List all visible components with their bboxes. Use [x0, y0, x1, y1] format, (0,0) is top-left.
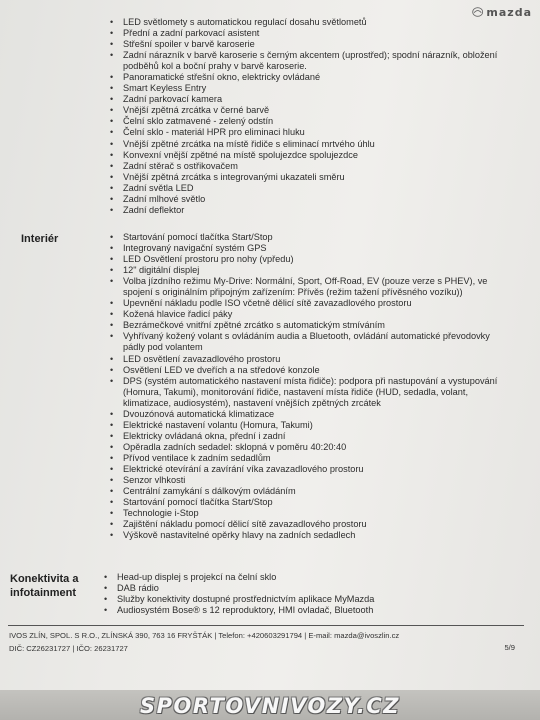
- exterior-list: [107, 17, 497, 216]
- logo-text: mazda: [486, 5, 532, 19]
- interior-item: spojení s originálním připojným zařízením: Přívěs (režim tažení přívěsného vozíku)): [123, 287, 463, 298]
- exterior-item: • Vnější zpětná zrcátka s integrovanými ukazateli směru: [107, 172, 497, 183]
- interior-item: pádly pod volantem: [123, 342, 203, 353]
- interior-list: [107, 232, 497, 541]
- interior-item: • Dvouzónová automatická klimatizace: [107, 409, 497, 420]
- interior-item: • Upevnění nákladu podle ISO včetně dělicí sítě zavazadlového prostoru: [107, 298, 497, 309]
- exterior-item: • Zadní stěrač s ostřikovačem: [107, 161, 497, 172]
- connectivity-label-line1: Konektivita a: [10, 573, 79, 585]
- interior-item: • Elektrické otevírání a zavírání víka zavazadlového prostoru: [107, 464, 497, 475]
- interior-item: • Kožená hlavice řadicí páky: [107, 309, 497, 320]
- connectivity-label-line2: infotainment: [10, 587, 76, 599]
- interior-item: • DPS (systém automatického nastavení místa řidiče): podpora při nastupování a vystupování: [107, 376, 497, 387]
- connectivity-item: • Audiosystém Bose® s 12 reproduktory, HMI ovladač, Bluetooth: [101, 605, 374, 616]
- exterior-item: • Čelní sklo - materiál HPR pro eliminaci hluku: [107, 127, 497, 138]
- interior-item: • Startování pomocí tlačítka Start/Stop: [107, 497, 497, 508]
- connectivity-item: • Služby konektivity dostupné prostřednictvím aplikace MyMazda: [101, 594, 374, 605]
- footer-tax-line: DIČ: CZ26231727 | IČO: 26231727: [9, 644, 128, 653]
- section-label-interior: Interiér: [21, 233, 59, 245]
- exterior-item: • Zadní nárazník v barvě karoserie s černým akcentem (uprostřed); spodní nárazník, obložení: [107, 50, 497, 61]
- interior-item: • Elektrické nastavení volantu (Homura, Takumi): [107, 420, 497, 431]
- footer-divider: [8, 625, 524, 626]
- interior-item: • Opěradla zadních sedadel: sklopná v poměru 40:20:40: [107, 442, 497, 453]
- interior-item: klimatizace, audiosystém), nastavení vnějších zpětných zrcátek: [123, 397, 381, 408]
- exterior-item: • Střešní spoiler v barvě karoserie: [107, 39, 497, 50]
- interior-item: • Výškově nastavitelné opěrky hlavy na zadních sedadlech: [107, 530, 497, 541]
- interior-item: • Elektricky ovládaná okna, přední i zadní: [107, 431, 497, 442]
- interior-item: • 12" digitální displej: [107, 265, 497, 276]
- interior-item: • Senzor vlhkosti: [107, 475, 497, 486]
- exterior-item: • Panoramatické střešní okno, elektricky ovládané: [107, 72, 497, 83]
- watermark-text: SPORTOVNIVOZY.CZ: [140, 694, 400, 718]
- interior-item: • Startování pomocí tlačítka Start/Stop: [107, 232, 497, 243]
- interior-item: • Osvětlení LED ve dveřích a na středové konzole: [107, 365, 497, 376]
- interior-item: • Vyhřívaný kožený volant s ovládáním audia a Bluetooth, ovládání automatické převodovky: [107, 331, 497, 342]
- exterior-item: • Přední a zadní parkovací asistent: [107, 28, 497, 39]
- exterior-item: podběhů kol a boční prahy v barvě karoserie.: [123, 61, 307, 72]
- connectivity-list: [101, 572, 374, 616]
- exterior-item: • Konvexní vnější zpětné na místě spolujezdce spolujezdce: [107, 150, 497, 161]
- exterior-item: • Čelní sklo zatmavené - zelený odstín: [107, 116, 497, 127]
- exterior-item: • Smart Keyless Entry: [107, 83, 497, 94]
- interior-item: • Centrální zamykání s dálkovým ovládáním: [107, 486, 497, 497]
- exterior-item: • LED světlomety s automatickou regulací dosahu světlometů: [107, 17, 497, 28]
- exterior-item: • Vnější zpětná zrcátka v černé barvě: [107, 105, 497, 116]
- connectivity-item: • Head-up displej s projekcí na čelní sklo: [101, 572, 374, 583]
- interior-item: • Technologie i-Stop: [107, 508, 497, 519]
- footer-company-line: IVOS ZLÍN, SPOL. S R.O., ZLÍNSKÁ 390, 763 16 FRYŠTÁK | Telefon: +420603291794 | E-mail: mazda@ivoszlin.cz: [9, 631, 400, 640]
- interior-item: • Zajištění nákladu pomocí dělicí sítě zavazadlového prostoru: [107, 519, 497, 530]
- exterior-item: • Zadní deflektor: [107, 205, 497, 216]
- section-label-connectivity: [10, 572, 78, 600]
- interior-item: • LED Osvětlení prostoru pro nohy (vpředu): [107, 254, 497, 265]
- interior-item: • Volba jízdního režimu My-Drive: Normální, Sport, Off-Road, EV (pouze verze s PHEV), ve: [107, 276, 497, 287]
- page-number: 5/9: [504, 643, 515, 652]
- exterior-item: • Zadní světla LED: [107, 183, 497, 194]
- exterior-item: • Vnější zpětné zrcátka na místě řidiče s eliminací mrtvého úhlu: [107, 139, 497, 150]
- connectivity-item: • DAB rádio: [101, 583, 374, 594]
- interior-item: • Bezrámečkové vnitřní zpětné zrcátko s automatickým stmíváním: [107, 320, 497, 331]
- watermark-bar: [0, 690, 540, 720]
- exterior-item: • Zadní parkovací kamera: [107, 94, 497, 105]
- interior-item: • Přívod ventilace k zadním sedadlům: [107, 453, 497, 464]
- interior-item: (Homura, Takumi), monitorování řidiče, nastavení místa řidiče (HUD, sedadla, volant,: [123, 386, 469, 397]
- interior-item: • Integrovaný navigační systém GPS: [107, 243, 497, 254]
- interior-item: • LED osvětlení zavazadlového prostoru: [107, 354, 497, 365]
- exterior-item: • Zadní mlhové světlo: [107, 194, 497, 205]
